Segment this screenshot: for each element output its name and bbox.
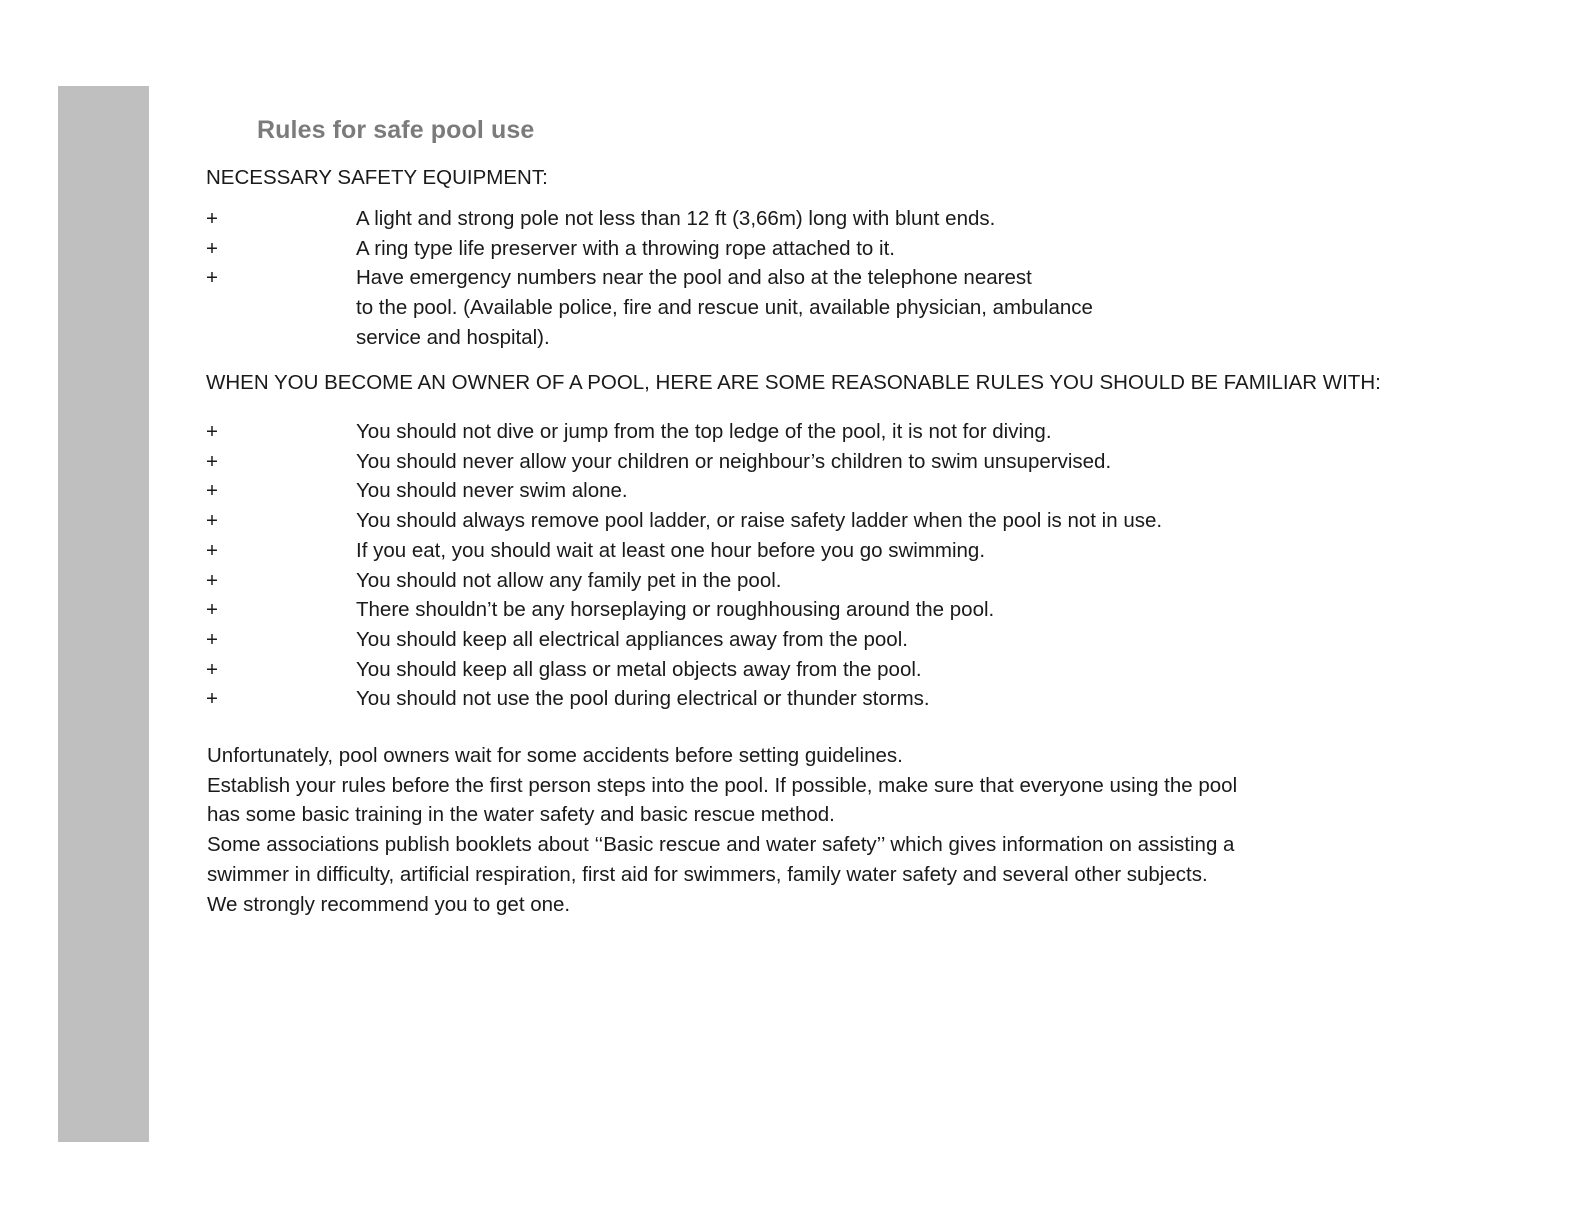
bullet: + — [206, 509, 218, 533]
bullet: + — [206, 479, 218, 503]
closing-paragraph — [207, 741, 1407, 919]
bullet: + — [206, 207, 218, 230]
paragraph-line: Some associations publish booklets about ‘‘Basic rescue and water safety’’ which gives information on assisting a — [207, 833, 1235, 857]
item-text: You should not allow any family pet in the pool. — [356, 568, 782, 592]
item-text: You should always remove pool ladder, or raise safety ladder when the pool is not in use. — [356, 509, 1163, 533]
list-item — [206, 506, 1162, 536]
bullet: + — [206, 236, 218, 260]
list-item — [206, 625, 1162, 655]
bullet: + — [206, 687, 218, 711]
paragraph-line: has some basic training in the water safety and basic rescue method. — [207, 803, 835, 827]
side-bar — [58, 86, 149, 1142]
list-item — [206, 417, 1162, 447]
item-text: If you eat, you should wait at least one hour before you go swimming. — [356, 538, 986, 562]
list-item — [206, 447, 1162, 477]
list-item — [206, 263, 1093, 352]
bullet: + — [206, 568, 218, 592]
list-item — [206, 476, 1162, 506]
bullet: + — [206, 538, 218, 562]
bullet: + — [206, 420, 218, 443]
list-item — [206, 204, 1093, 234]
bullet: + — [206, 598, 218, 622]
item-text: A light and strong pole not less than 12 ft (3,66m) long with blunt ends. — [356, 207, 996, 230]
bullet: + — [206, 627, 218, 651]
bullet: + — [206, 657, 218, 681]
bullet: + — [206, 449, 218, 473]
owner-rules-heading: WHEN YOU BECOME AN OWNER OF A POOL, HERE ARE SOME REASONABLE RULES YOU SHOULD BE FAMILIAR WITH: — [206, 371, 1381, 394]
equipment-heading: NECESSARY SAFETY EQUIPMENT: — [206, 166, 548, 189]
item-text: service and hospital). — [356, 325, 550, 349]
bullet: + — [206, 266, 218, 290]
item-text: You should keep all electrical appliances away from the pool. — [356, 627, 908, 651]
paragraph-line: Unfortunately, pool owners wait for some accidents before setting guidelines. — [207, 744, 903, 767]
page-title: Rules for safe pool use — [257, 116, 535, 144]
list-item — [206, 595, 1162, 625]
item-text: You should never allow your children or neighbour’s children to swim unsupervised. — [356, 449, 1112, 473]
list-item — [206, 684, 1162, 714]
item-text: You should not dive or jump from the top ledge of the pool, it is not for diving. — [356, 420, 1052, 443]
item-text: A ring type life preserver with a throwing rope attached to it. — [356, 236, 895, 260]
paragraph-line: We strongly recommend you to get one. — [207, 892, 571, 916]
paragraph-line: swimmer in difficulty, artificial respiration, first aid for swimmers, family water safety and several other subjects. — [207, 862, 1208, 886]
item-text: You should keep all glass or metal objects away from the pool. — [356, 657, 922, 681]
item-text: There shouldn’t be any horseplaying or roughhousing around the pool. — [356, 598, 995, 622]
item-text: You should never swim alone. — [356, 479, 628, 503]
list-item — [206, 566, 1162, 596]
owner-rules-list — [206, 417, 1162, 714]
item-text: to the pool. (Available police, fire and rescue unit, available physician, ambulance — [356, 296, 1093, 320]
item-text: Have emergency numbers near the pool and also at the telephone nearest — [356, 266, 1032, 290]
list-item — [206, 234, 1093, 264]
item-text: You should not use the pool during electrical or thunder storms. — [356, 687, 930, 711]
list-item — [206, 655, 1162, 685]
equipment-list — [206, 204, 1093, 353]
list-item — [206, 536, 1162, 566]
paragraph-line: Establish your rules before the first person steps into the pool. If possible, make sure that everyone using the pool — [207, 773, 1238, 797]
